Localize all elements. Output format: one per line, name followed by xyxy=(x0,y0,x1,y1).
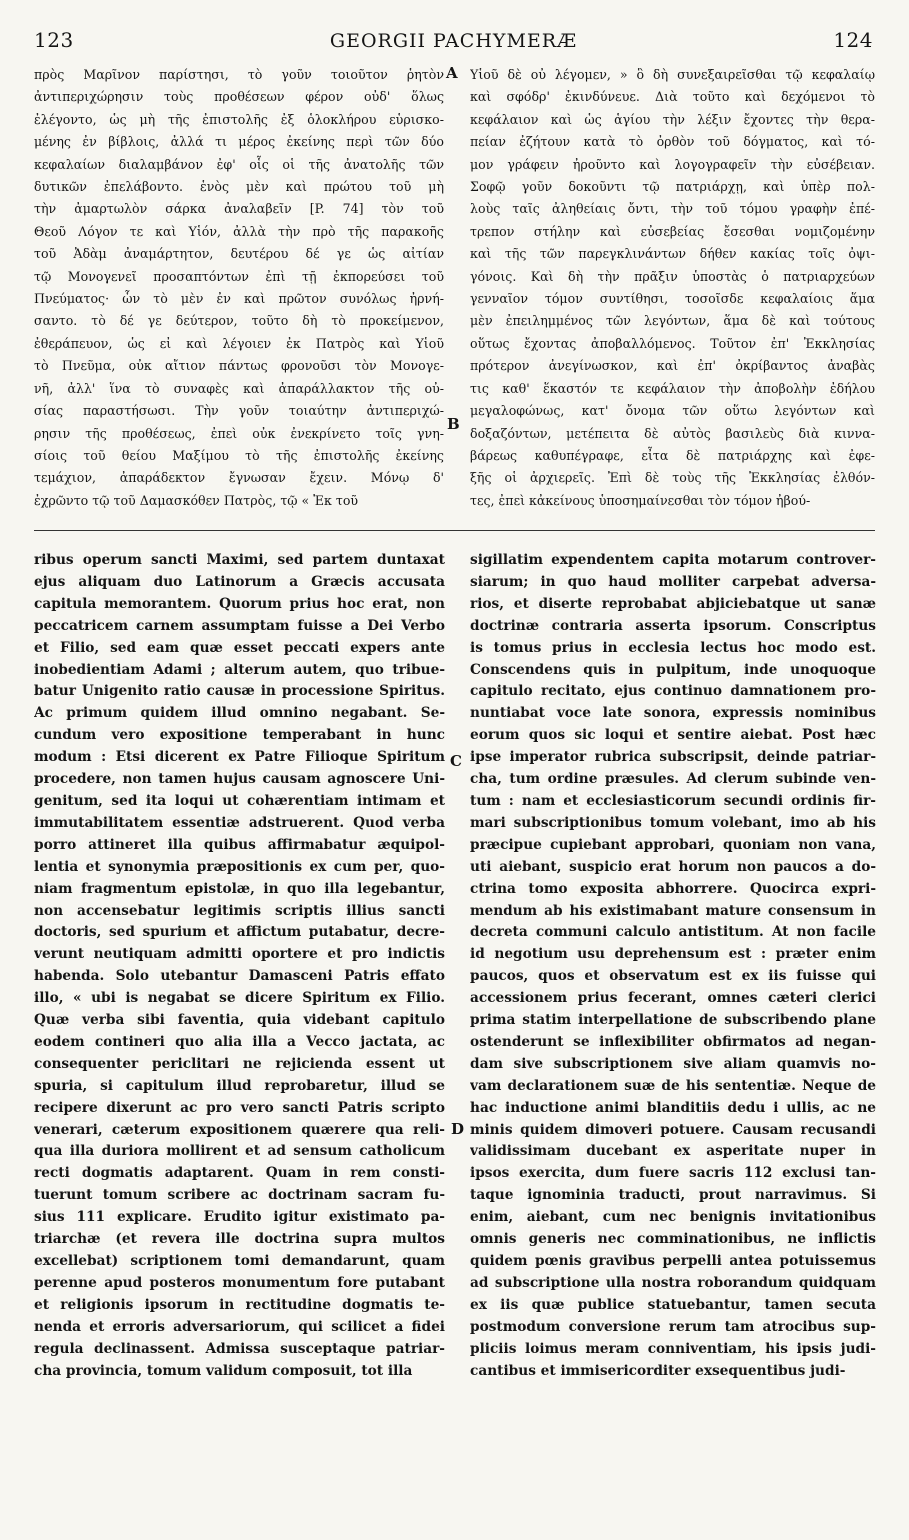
text-line: mendum ab his existimabant mature consensum in xyxy=(470,902,876,919)
text-line: et religionis ipsorum in rectitudine dogmatis te- xyxy=(34,1296,445,1313)
text-line: triarchæ (et revera ille doctrina supra multos xyxy=(34,1231,445,1248)
text-line: et Filio, sed eam quæ esset peccati expers ante xyxy=(34,639,445,656)
text-line: οὕτως ἔχοντας ἀποβαλλόμενος. Τοῦτον ἐπ' Ἐκκλησίας xyxy=(470,335,875,351)
text-line: modum : Etsi dicerent ex Patre Filioque Spiritum xyxy=(34,749,445,766)
text-line: decreta communi calculo antistitum. At non facile xyxy=(470,924,876,941)
text-line: recti dogmatis adaptarent. Quam in rem consti- xyxy=(34,1165,445,1182)
text-line: ostenderunt se inflexibiliter obfirmatos ad negan- xyxy=(470,1033,876,1050)
left-page-number: 123 xyxy=(34,28,74,52)
text-line: tum : nam et ecclesiasticorum secundi ordinis fir- xyxy=(470,792,876,809)
text-line: siarum; in quo haud molliter carpebat adversa- xyxy=(470,573,876,590)
margin-marker-b: B xyxy=(447,415,460,433)
text-line: perenne apud posteros monumentum fore putabant xyxy=(34,1274,445,1291)
text-line: prima statim interpellatione de subscribendo plane xyxy=(470,1012,876,1029)
text-line: ejus aliquam duo Latinorum a Græcis accusata xyxy=(34,573,445,590)
column-divider-rule xyxy=(34,530,875,531)
text-line: Quæ verba sibi faventia, quia videbant capitulo xyxy=(34,1012,445,1029)
text-line: accessionem prius fecerant, omnes cæteri clerici xyxy=(470,990,876,1007)
text-line: Σοφῷ γοῦν δοκοῦντι τῷ πατριάρχῃ, καὶ ὑπὲρ πολ- xyxy=(470,179,875,195)
text-line: ctrina tomo exposita abhorrere. Quocirca expri- xyxy=(470,880,876,897)
text-line: excellebat) scriptionem tomi demandarunt, quam xyxy=(34,1253,445,1269)
text-line: paucos, quos et observatum est ex iis fuisse qui xyxy=(470,968,876,985)
text-line: præcipue cupiebant approbari, quoniam non vana, xyxy=(470,836,876,853)
text-line: enim, aiebant, cum nec benignis invitationibus xyxy=(470,1209,876,1226)
text-line: verunt neutiquam admitti oportere et pro indictis xyxy=(34,946,445,963)
text-line: κεφάλαιον καὶ ὡς ἁγίου τὴν λέξιν ἔχοντες τὴν θερα- xyxy=(470,111,875,127)
text-line: τες, ἐπεὶ κἀκείνους ὑποσημαίνεσθαι τὸν τόμον ἠβού- xyxy=(470,492,811,508)
text-line: τῷ Μονογενεῖ προσαπτόντων ἐπὶ τῇ ἐκπορεύσει τοῦ xyxy=(34,268,444,284)
text-line: is tomus prius in ecclesia lectus hoc modo est. xyxy=(470,639,876,656)
text-line: recipere dixerunt ac pro vero sancti Patris scripto xyxy=(34,1099,445,1116)
text-line: ἐθεράπευον, ὡς εἰ καὶ λέγοιεν ἐκ Πατρὸς καὶ Υἱοῦ xyxy=(34,335,444,351)
text-line: ipse imperator rubrica subscripsit, deinde patriar- xyxy=(470,749,876,766)
text-line: qua illa duriora mollirent et ad sensum catholicum xyxy=(34,1143,445,1160)
text-line: γόνοις. Καὶ δὴ τὴν πρᾶξιν ὑποστὰς ὁ πατριαρχεύων xyxy=(470,268,875,284)
text-line: κεφαλαίων διαλαμβάνον ἐφ' οἷς οἱ τῆς ἀνατολῆς τῶν xyxy=(34,156,444,172)
text-line: capitulo recitato, ejus continuo damnationem pro- xyxy=(470,683,876,700)
text-line: ἀντιπεριχώρησιν τοὺς προθέσεων φέρον οὐδ' ὅλως xyxy=(34,89,444,105)
text-line: ἐλέγοντο, ὡς μὴ τῆς ἐπιστολῆς ἐξ ὁλοκλήρου εὑρισκο- xyxy=(34,111,444,127)
text-line: Ac primum quidem illud omnino negabant. Se- xyxy=(34,705,445,722)
text-line: eorum quos sic loqui et sentire aiebat. Post hæc xyxy=(470,727,876,744)
text-line: hac inductione animi blanditiis dedu i ullis, ac ne xyxy=(470,1099,876,1116)
text-line: procedere, non tamen hujus causam agnoscere Uni- xyxy=(34,771,445,788)
text-line: μὲν ἐπειλημμένος τῶν λεγόντων, ἅμα δὲ καὶ τούτους xyxy=(470,313,875,329)
text-line: ex iis quæ publice statuebantur, tamen secuta xyxy=(470,1296,876,1313)
right-page-number: 124 xyxy=(833,28,873,52)
text-line: cha, tum ordine præsules. Ad clerum subinde ven- xyxy=(470,771,876,788)
text-line: inobedientiam Adami ; alterum autem, quo tribue- xyxy=(34,661,445,678)
text-line: σαντο. τὸ δέ γε δεύτερον, τοῦτο δὴ τὸ προκείμενον, xyxy=(34,313,444,329)
text-line: καὶ σφόδρ' ἐκινδύνευε. Διὰ τοῦτο καὶ δεχόμενοι τὸ xyxy=(470,89,875,105)
text-line: nuntiabat voce late sonora, expressis nominibus xyxy=(470,705,876,722)
text-line: uti aiebant, suspicio erat horum non paucos a do- xyxy=(470,858,876,875)
text-line: taque ignominia traducti, prout narravimus. Si xyxy=(470,1187,876,1204)
text-line: tuerunt tomum scribere ac doctrinam sacram fu- xyxy=(34,1187,445,1204)
text-line: habenda. Solo utebantur Damasceni Patris effato xyxy=(34,968,445,985)
text-line: doctrinæ contraria asserta ipsorum. Conscriptus xyxy=(470,617,876,634)
text-line: δυτικῶν ἐπελάβοντο. ἑνὸς μὲν καὶ πρώτου τοῦ μὴ xyxy=(34,179,444,195)
text-line: μεγαλοφώνως, κατ' ὄνομα τῶν οὕτω λεγόντων καὶ xyxy=(470,403,875,419)
margin-marker-d: D xyxy=(451,1120,465,1138)
text-line: regula declinassent. Admissa susceptaque patriar- xyxy=(34,1340,445,1357)
text-line: vam declarationem suæ de his sententiæ. Neque de xyxy=(470,1077,876,1094)
text-line: τρεπον στήλην καὶ εὐσεβείας ἔσεσθαι νομιζομένην xyxy=(470,223,875,239)
text-line: venerari, cæterum expositionem quærere qua reli- xyxy=(34,1121,445,1138)
greek-text-right-column xyxy=(470,64,875,524)
text-line: eodem contineri quo alia illa a Vecco jactata, ac xyxy=(34,1033,445,1050)
text-line: rios, et diserte reprobabat abjiciebatque ut sanæ xyxy=(470,595,876,612)
text-line: τὸ Πνεῦμα, οὐκ αἴτιον πάντως φρονοῦσι τὸν Μονογε- xyxy=(34,358,444,374)
text-line: τὴν ἀμαρτωλὸν σάρκα ἀναλαβεῖν [P. 74] τὸν τοῦ xyxy=(34,201,444,217)
text-line: mari subscriptionibus tomum volebant, imo ab his xyxy=(470,814,876,831)
text-line: cantibus et immisericorditer exsequentibus judi- xyxy=(470,1362,846,1379)
text-line: σίας παραστήσωσι. Τὴν γοῦν τοιαύτην ἀντιπεριχώ- xyxy=(34,403,444,419)
text-line: consequenter periclitari ne rejicienda essent ut xyxy=(34,1055,445,1072)
text-line: sigillatim expendentem capita motarum controver- xyxy=(470,552,876,568)
text-line: πείαν ἐζήτουν κατὰ τὸ ὀρθὸν τοῦ δόγματος, καὶ τό- xyxy=(470,134,875,150)
text-line: τεμάχιον, ἀπαράδεκτον ἔγνωσαν ἔχειν. Μόνῳ δ' xyxy=(34,470,444,486)
text-line: spuria, si capitulum illud reprobaretur, illud se xyxy=(34,1077,445,1094)
text-line: καὶ τῆς τῶν παρεγκλινάντων δήθεν κακίας τοῖς ὀψι- xyxy=(470,246,875,262)
text-line: omnis generis nec comminationibus, ne inflictis xyxy=(470,1231,876,1248)
text-line: cha provincia, tomum validum composuit, tot illa xyxy=(34,1362,413,1379)
text-line: peccatricem carnem assumptam fuisse a Dei Verbo xyxy=(34,617,445,634)
text-line: doctoris, sed spurium et affictum putabatur, decre- xyxy=(34,924,445,941)
text-line: capitula memorantem. Quorum prius hoc erat, non xyxy=(34,595,445,612)
text-line: Υἱοῦ δὲ οὐ λέγομεν, » ὃ δὴ συνεξαιρεῖσθαι τῷ κεφαλαίῳ xyxy=(470,67,875,82)
text-line: sius 111 explicare. Erudito igitur existimato pa- xyxy=(34,1209,445,1226)
text-line: ad subscriptione ulla nostra roborandum quidquam xyxy=(470,1274,876,1291)
text-line: μένης ἐν βίβλοις, ἀλλά τι μέρος ἐκείνης περὶ τῶν δύο xyxy=(34,134,444,150)
text-line: nenda et erroris adversariorum, qui scilicet a fidei xyxy=(34,1318,445,1335)
text-line: lentia et synonymia præpositionis ex cum per, quo- xyxy=(34,858,445,875)
running-title: GEORGII PACHYMERÆ xyxy=(329,30,578,52)
latin-text-right-column xyxy=(470,550,876,1510)
text-line: porro attineret illa quibus affirmabatur æquipol- xyxy=(34,836,445,853)
text-line: pliciis loimus meram conniventiam, his ipsis judi- xyxy=(470,1340,876,1357)
latin-text-left-column xyxy=(34,550,445,1510)
text-line: Conscendens quis in pulpitum, inde unoquoque xyxy=(470,661,876,678)
text-line: genitum, sed ita loqui ut cohærentiam intimam et xyxy=(34,792,445,809)
text-line: batur Unigenito ratio causæ in processione Spiritus. xyxy=(34,683,445,700)
text-line: niam fragmentum epistolæ, in quo illa legebantur, xyxy=(34,880,445,897)
text-line: σίοις τοῦ θείου Μαξίμου τὸ τῆς ἐπιστολῆς ἐκείνης xyxy=(34,447,444,463)
page-header xyxy=(34,28,873,62)
text-line: βάρεως καθυπέγραφε, εἶτα δὲ πατριάρχης καὶ ἐφε- xyxy=(470,447,875,463)
text-line: μον γράφειν ἠροῦντο καὶ λογογραφεῖν τὴν εὐσέβειαν. xyxy=(470,156,875,172)
text-line: ξῆς οἱ ἀρχιερεῖς. Ἐπὶ δὲ τοὺς τῆς Ἐκκλησίας ἐλθόν- xyxy=(470,470,875,486)
text-line: dam sive subscriptionem sive aliam quamvis no- xyxy=(470,1055,876,1072)
margin-marker-a: A xyxy=(446,64,458,82)
text-line: immutabilitatem essentiæ adstruerent. Quod verba xyxy=(34,814,445,831)
text-line: ipsos exercita, dum fuere sacris 112 exclusi tan- xyxy=(470,1165,876,1182)
text-line: τις καθ' ἕκαστόν τε κεφάλαιον τὴν ἀποβολὴν ἐδήλου xyxy=(470,380,875,396)
text-line: γενναῖον τόμον συντίθησι, τοσοῖσδε κεφαλαίοις ἅμα xyxy=(470,291,875,307)
greek-text-left-column xyxy=(34,64,444,524)
text-line: νῆ, ἀλλ' ἵνα τὸ συναφὲς καὶ ἀπαράλλακτον τῆς οὐ- xyxy=(34,380,444,396)
text-line: πρότερον ἀνεγίνωσκον, καὶ ἐπ' ὀκρίβαντος ἀναβὰς xyxy=(470,358,875,374)
text-line: cundum vero expositione temperabant in hunc xyxy=(34,727,445,744)
margin-marker-c: C xyxy=(450,752,462,770)
text-line: πρὸς Μαρῖνον παρίστησι, τὸ γοῦν τοιοῦτον ῥητὸν xyxy=(34,67,444,82)
text-line: postmodum conversione rerum tam atrocibus sup- xyxy=(470,1318,876,1335)
text-line: minis quidem dimoveri potuere. Causam recusandi xyxy=(470,1121,876,1138)
text-line: quidem pœnis gravibus perpelli antea potuissemus xyxy=(470,1253,876,1269)
text-line: id negotium usu deprehensum est : præter enim xyxy=(470,946,876,963)
text-line: λοὺς ταῖς ἀληθείαις ὄντι, τὴν τοῦ τόμου γραφὴν ἐπέ- xyxy=(470,201,875,217)
text-line: Θεοῦ Λόγον τε καὶ Υἱόν, ἀλλὰ τὴν πρὸ τῆς παρακοῆς xyxy=(34,223,444,239)
text-line: δοξαζόντων, μετέπειτα δὲ αὐτὸς βασιλεὺς διὰ κιννα- xyxy=(470,425,875,441)
text-line: τοῦ Ἀδὰμ ἀναμάρτητον, δευτέρου δέ γε ὡς αἰτίαν xyxy=(34,246,444,262)
text-line: ἐχρῶντο τῷ τοῦ Δαμασκόθεν Πατρὸς, τῷ « Ἐκ τοῦ xyxy=(34,492,359,508)
text-line: Πνεύματος· ὧν τὸ μὲν ἐν καὶ πρῶτον συνόλως ἠρνή- xyxy=(34,291,444,307)
text-line: ribus operum sancti Maximi, sed partem duntaxat xyxy=(34,552,445,568)
text-line: ρησιν τῆς προθέσεως, ἐπεὶ οὐκ ἐνεκρίνετο τοῖς γνη- xyxy=(34,425,444,441)
text-line: validissimam ducebant ex asperitate nuper in xyxy=(470,1143,876,1160)
text-line: illo, « ubi is negabat se dicere Spiritum ex Filio. xyxy=(34,990,445,1007)
text-line: non accensebatur legitimis scriptis illius sancti xyxy=(34,902,445,919)
